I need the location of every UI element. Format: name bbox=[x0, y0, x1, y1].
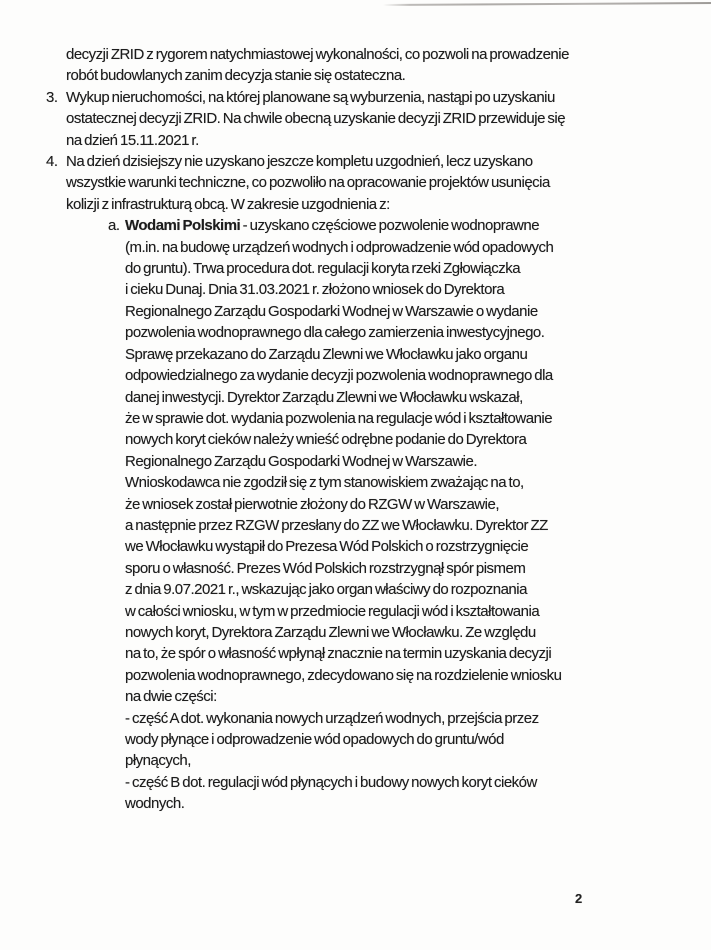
text-line: pozwolenia wodnoprawnego dla całego zamierzenia inwestycyjnego. bbox=[125, 324, 545, 342]
paragraph-continuation bbox=[0, 44, 711, 87]
text-line: wszystkie warunki techniczne, co pozwoliło na opracowanie projektów usunięcia bbox=[66, 174, 550, 192]
list-item-3 bbox=[0, 87, 711, 151]
text-line: Wykup nieruchomości, na której planowane są wyburzenia, nastąpi po uzyskaniu bbox=[66, 88, 555, 106]
text-line: robót budowlanych zanim decyzja stanie się ostateczna. bbox=[66, 67, 406, 85]
scan-edge-artifact bbox=[383, 2, 711, 6]
text-line: pozwolenia wodnoprawnego, zdecydowano się na rozdzielenie wniosku bbox=[125, 666, 562, 684]
text-line: na dzień 15.11.2021 r. bbox=[66, 131, 199, 149]
text-line: we Włocławku wystąpił do Prezesa Wód Polskich o rozstrzygnięcie bbox=[125, 538, 529, 556]
text-line: danej inwestycji. Dyrektor Zarządu Zlewni we Włocławku wskazał, bbox=[125, 388, 523, 406]
text-line: wody płynące i odprowadzenie wód opadowych do gruntu/wód bbox=[125, 731, 504, 748]
text-line: do gruntu). Trwa procedura dot. regulacji koryta rzeki Zgłowiączka bbox=[125, 260, 521, 278]
sub-list-item-text bbox=[125, 215, 711, 814]
text-line: odpowiedzialnego za wydanie decyzji pozwolenia wodnoprawnego dla bbox=[125, 367, 553, 385]
text-line: ostatecznej decyzji ZRID. Na chwile obecną uzyskanie decyzji ZRID przewiduje się bbox=[66, 110, 566, 128]
text-line: nowych koryt cieków należy wnieść odrębne podanie do Dyrektora bbox=[125, 431, 527, 449]
text-line: - część A dot. wykonania nowych urządzeń wodnych, przejścia przez bbox=[125, 709, 539, 727]
sub-list-item-a bbox=[0, 215, 711, 814]
text-line: kolizji z infrastrukturą obcą. W zakresie uzgodnienia z: bbox=[66, 195, 390, 213]
list-item-text bbox=[66, 151, 711, 215]
text-line: na to, że spór o własność wpłynął znacznie na termin uzyskania decyzji bbox=[125, 645, 552, 663]
text-line: decyzji ZRID z rygorem natychmiastowej wykonalności, co pozwoli na prowadzenie bbox=[66, 46, 569, 63]
text-line: sporu o własność. Prezes Wód Polskich rozstrzygnął spór pismem bbox=[125, 559, 526, 577]
text-line: nowych koryt, Dyrektora Zarządu Zlewni we Włocławku. Ze względu bbox=[125, 623, 536, 641]
text-line: - część B dot. regulacji wód płynących i budowy nowych koryt cieków bbox=[125, 773, 537, 791]
text-line: (m.in. na budowę urządzeń wodnych i odprowadzenie wód opadowych bbox=[125, 238, 554, 256]
sub-item-lines bbox=[125, 237, 711, 815]
document-content bbox=[0, 44, 711, 815]
text-line: że wniosek został pierwotnie złożony do RZGW w Warszawie, bbox=[125, 495, 499, 513]
text-line: Na dzień dzisiejszy nie uzyskano jeszcze kompletu uzgodnień, lecz uzyskano bbox=[66, 153, 533, 171]
text-line: Sprawę przekazano do Zarządu Zlewni we Włocławku jako organu bbox=[125, 345, 528, 363]
text-line: z dnia 9.07.2021 r., wskazując jako organ właściwy do rozpoznania bbox=[125, 581, 527, 599]
text-line: Regionalnego Zarządu Gospodarki Wodnej w Warszawie. bbox=[125, 452, 478, 470]
text-line: na dwie części: bbox=[125, 688, 217, 706]
text-line: Regionalnego Zarządu Gospodarki Wodnej w Warszawie o wydanie bbox=[125, 302, 538, 320]
page-number: 2 bbox=[575, 891, 583, 906]
text-line: a następnie przez RZGW przesłany do ZZ we Włocławku. Dyrektor ZZ bbox=[125, 516, 548, 534]
text-line: i cieku Dunaj. Dnia 31.03.2021 r. złożono wniosek do Dyrektora bbox=[125, 281, 505, 299]
text-line: w całości wniosku, w tym w przedmiocie regulacji wód i kształtowania bbox=[125, 602, 540, 620]
text-line: płynących, bbox=[125, 752, 191, 770]
list-item-text bbox=[66, 87, 711, 151]
sub-list-item-marker: a. bbox=[108, 217, 120, 235]
lead-rest-text: - uzyskano częściowe pozwolenie wodnoprawne bbox=[240, 217, 540, 235]
text-line: że w sprawie dot. wydania pozwolenia na regulacje wód i kształtowanie bbox=[125, 409, 553, 427]
text-line: wodnych. bbox=[125, 795, 185, 813]
list-item-marker: 4. bbox=[46, 153, 58, 171]
list-item-4 bbox=[0, 151, 711, 215]
list-item-marker: 3. bbox=[46, 88, 58, 106]
bold-lead-text: Wodami Polskimi bbox=[125, 217, 241, 235]
text-line bbox=[125, 215, 711, 236]
text-line: Wnioskodawca nie zgodził się z tym stanowiskiem zważając na to, bbox=[125, 474, 524, 492]
